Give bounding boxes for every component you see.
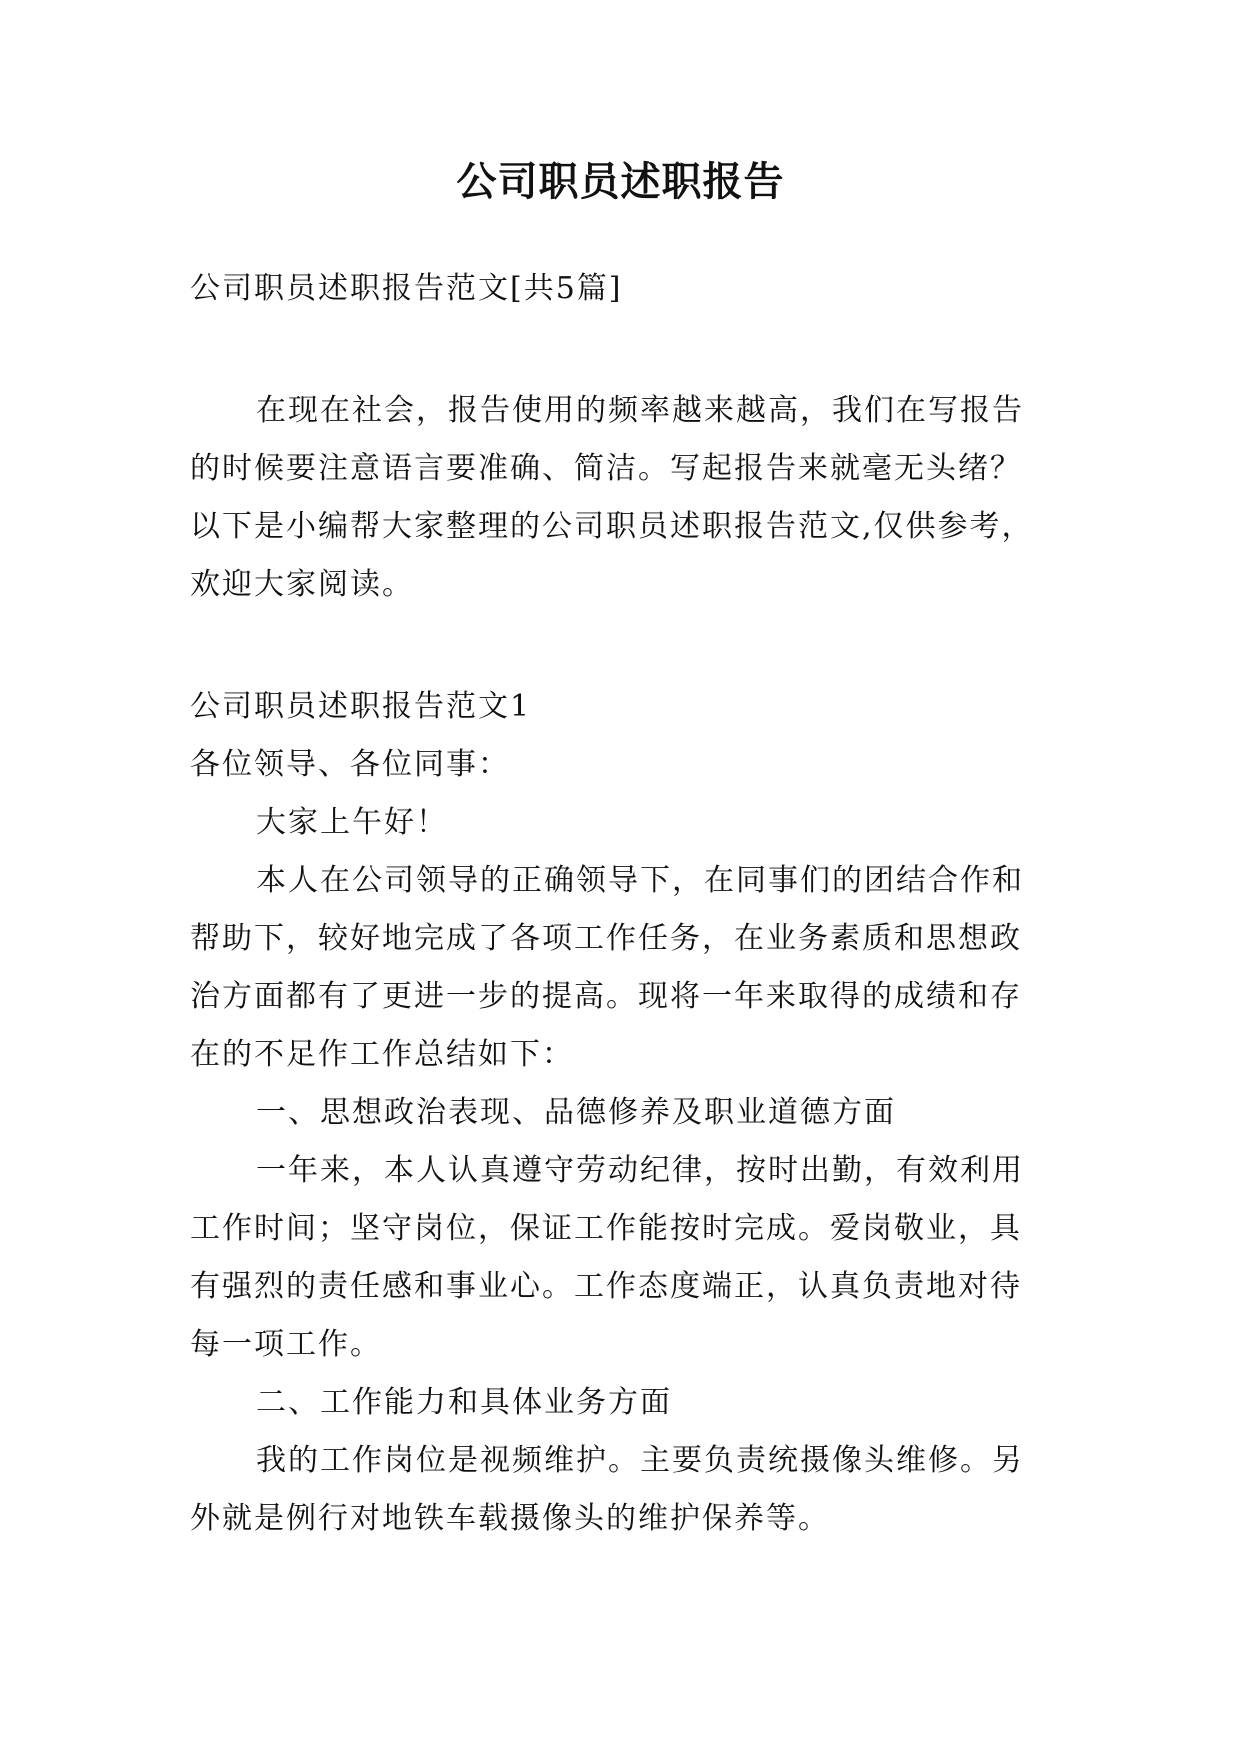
section-2-heading: 二、工作能力和具体业务方面 — [256, 1385, 672, 1420]
salutation: 各位领导、各位同事： — [190, 747, 510, 782]
intro-paragraph: 在现在社会，报告使用的频率越来越高，我们在写报告的时候要注意语言要准确、简洁。写起报告来就毫无头绪？以下是小编帮大家整理的公司职员述职报告范文,仅供参考，欢迎大家阅读。 — [190, 393, 1034, 602]
document-title: 公司职员述职报告 — [456, 158, 785, 205]
section-1-heading: 一、思想政治表现、品德修养及职业道德方面 — [256, 1095, 896, 1130]
body-paragraph: 本人在公司领导的正确领导下，在同事们的团结合作和帮助下，较好地完成了各项工作任务，在业务素质和思想政治方面都有了更进一步的提高。现将一年来取得的成绩和存在的不足作工作总结如下： — [190, 863, 1024, 1072]
body-paragraph: 一年来，本人认真遵守劳动纪律，按时出勤，有效利用工作时间；坚守岗位，保证工作能按时完成。爱岗敬业，具有强烈的责任感和事业心。工作态度端正，认真负责地对待每一项工作。 — [190, 1153, 1024, 1362]
body-paragraph: 我的工作岗位是视频维护。主要负责统摄像头维修。另外就是例行对地铁车载摄像头的维护保养等。 — [190, 1443, 1024, 1536]
document-body — [190, 260, 1050, 1548]
document-subtitle: 公司职员述职报告范文[共5篇] — [190, 271, 623, 306]
section-heading: 公司职员述职报告范文1 — [190, 689, 532, 724]
greeting: 大家上午好！ — [256, 805, 448, 840]
